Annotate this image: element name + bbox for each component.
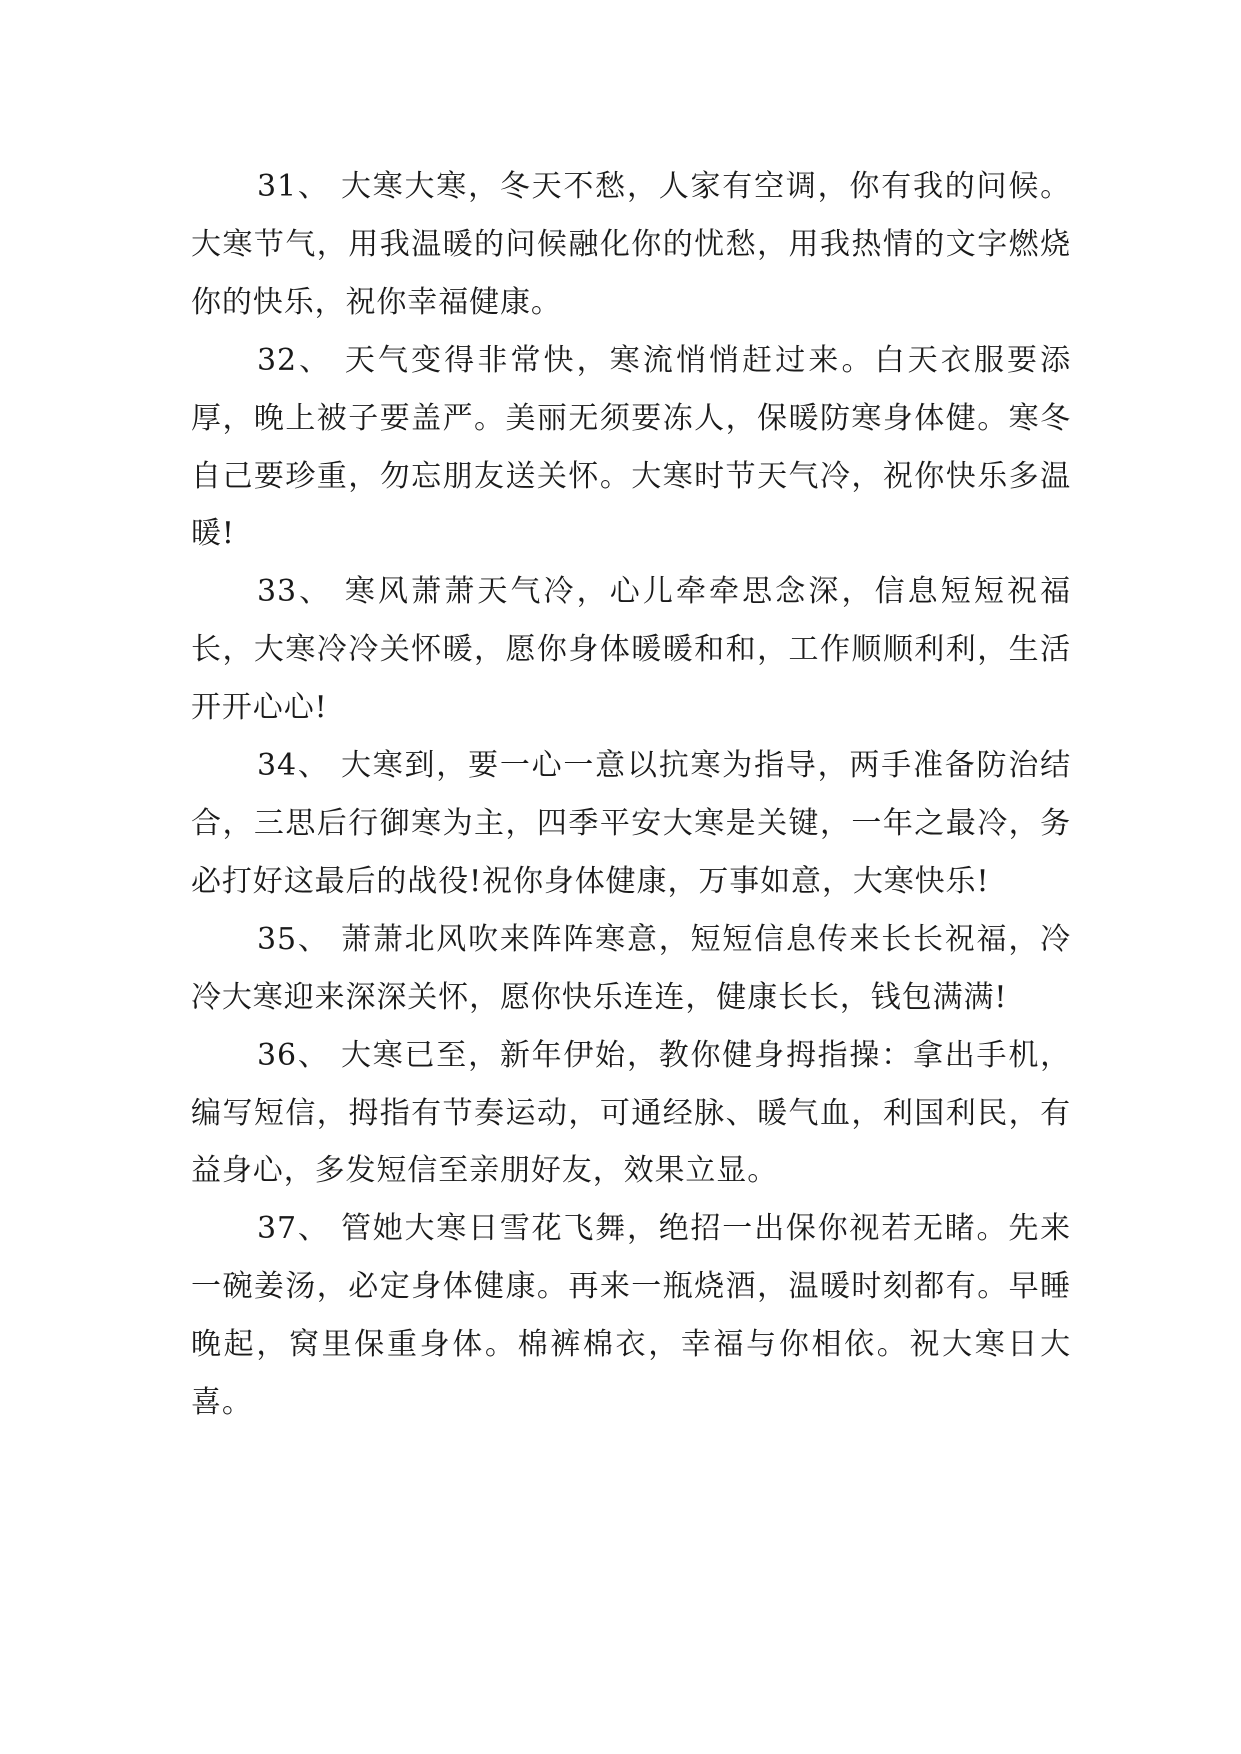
paragraph-36: 36、 大寒已至，新年伊始，教你健身拇指操：拿出手机，编写短信，拇指有节奏运动，可通经脉、暖气血，利国利民，有益身心，多发短信至亲朋好友，效果立显。 xyxy=(191,1037,1071,1189)
paragraph-33: 33、 寒风萧萧天气冷，心儿牵牵思念深，信息短短祝福长，大寒冷冷关怀暖，愿你身体暖暖和和，工作顺顺利利，生活开开心心! xyxy=(191,574,1071,726)
paragraph-31: 31、 大寒大寒，冬天不愁，人家有空调，你有我的问候。大寒节气，用我温暖的问候融化你的忧愁，用我热情的文字燃烧你的快乐，祝你幸福健康。 xyxy=(191,169,1071,320)
paragraph-35: 35、 萧萧北风吹来阵阵寒意，短短信息传来长长祝福，冷冷大寒迎来深深关怀，愿你快乐连连，健康长长，钱包满满! xyxy=(191,921,1071,1015)
paragraph-34: 34、 大寒到，要一心一意以抗寒为指导，两手准备防治结合，三思后行御寒为主，四季平安大寒是关键，一年之最冷，务必打好这最后的战役!祝你身体健康，万事如意，大寒快乐! xyxy=(191,748,1071,899)
document-body xyxy=(191,158,1071,1432)
paragraph-32: 32、 天气变得非常快，寒流悄悄赶过来。白天衣服要添厚，晚上被子要盖严。美丽无须要冻人，保暖防寒身体健。寒冬自己要珍重，勿忘朋友送关怀。大寒时节天气冷，祝你快乐多温暖! xyxy=(191,342,1071,552)
paragraph-37: 37、 管她大寒日雪花飞舞，绝招一出保你视若无睹。先来一碗姜汤，必定身体健康。再来一瓶烧酒，温暖时刻都有。早睡晚起，窝里保重身体。棉裤棉衣，幸福与你相依。祝大寒日大喜。 xyxy=(191,1211,1071,1421)
